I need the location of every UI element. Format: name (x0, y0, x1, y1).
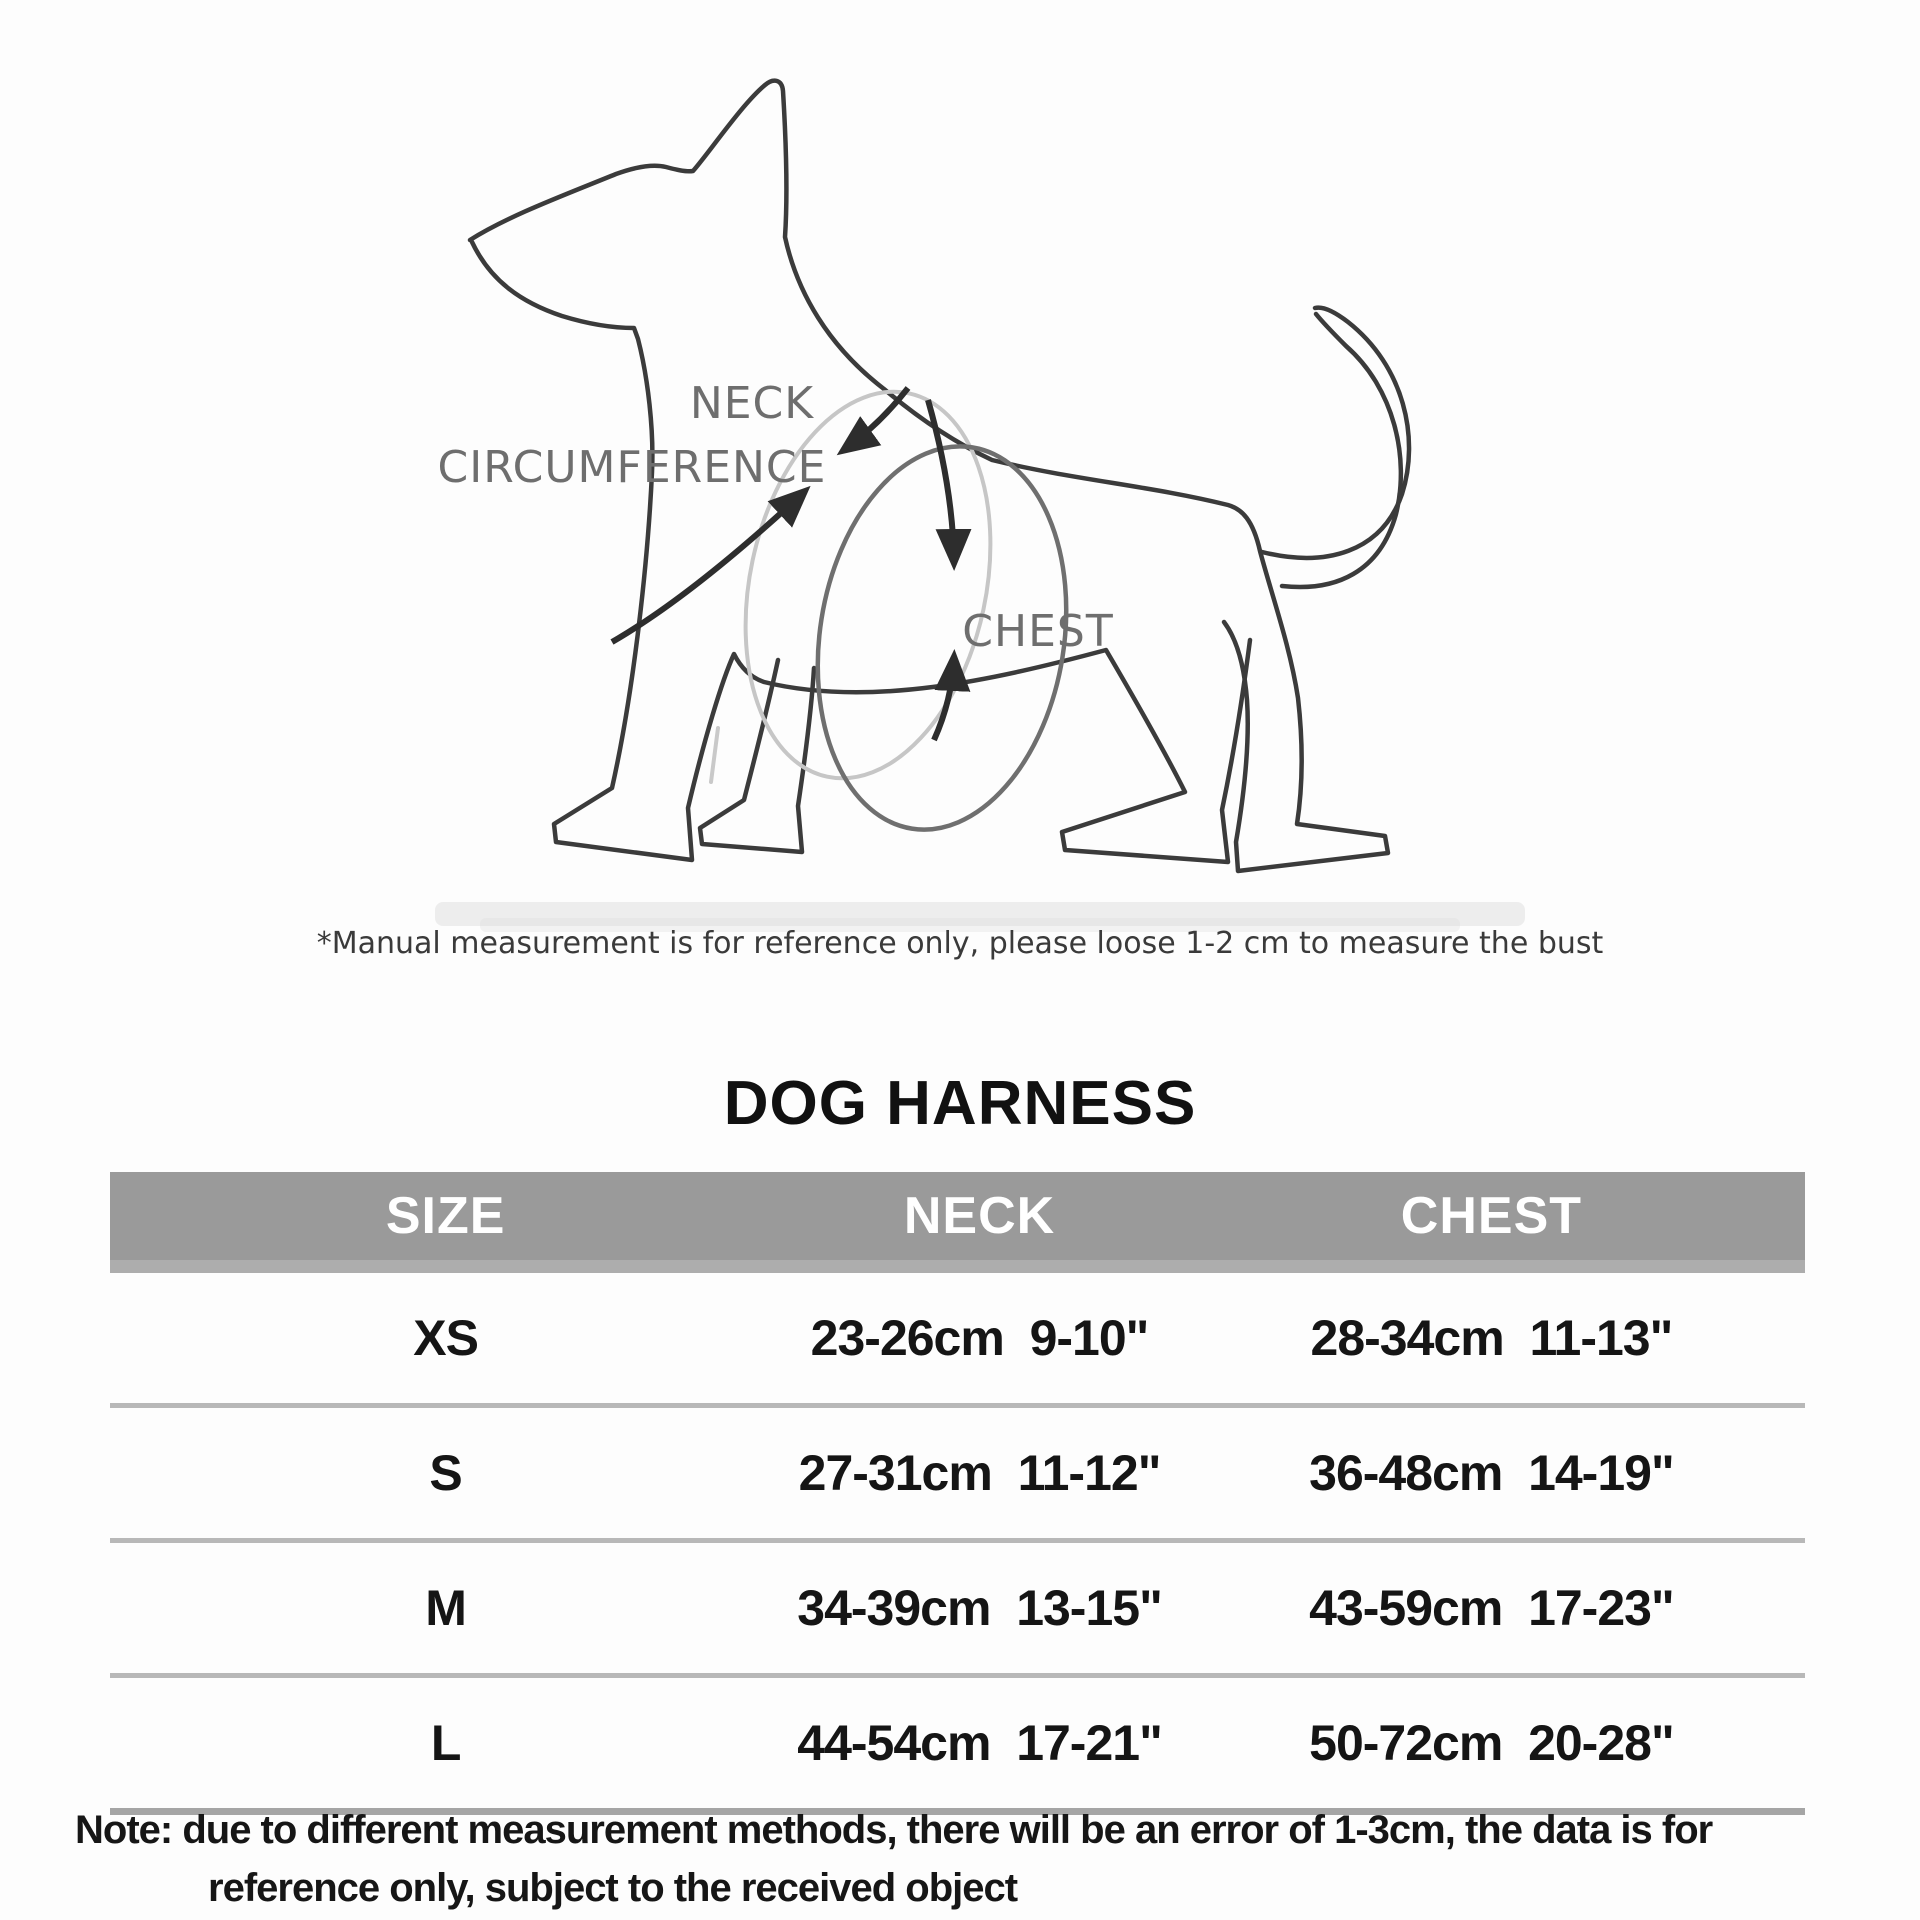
dog-tail-inner (1282, 314, 1401, 587)
size-cell: M (425, 1580, 466, 1636)
chest-cell: 28-34cm 11-13" (1310, 1310, 1673, 1366)
neck-label-line1: NECK (689, 378, 815, 429)
chest-arrow-up (934, 658, 954, 740)
neck-label-line2: CIRCUMFERENCE (437, 442, 827, 493)
neck-cell: 44-54cm 17-21" (797, 1715, 1162, 1771)
chart-title: DOG HARNESS (723, 1069, 1197, 1138)
column-header-chest: CHEST (1400, 1187, 1583, 1245)
dog-outline-bottom (472, 242, 1250, 862)
measurement-note: *Manual measurement is for reference only, please loose 1-2 cm to measure the bust (316, 926, 1604, 961)
neck-arrow-down (844, 388, 908, 450)
chest-cell: 43-59cm 17-23" (1309, 1580, 1674, 1636)
column-header-neck: NECK (903, 1187, 1056, 1245)
chest-label: CHEST (962, 606, 1114, 657)
size-cell: S (429, 1445, 462, 1501)
neck-cell: 27-31cm 11-12" (798, 1445, 1161, 1501)
table-row-s (110, 1403, 1805, 1538)
chest-cell: 36-48cm 14-19" (1309, 1445, 1674, 1501)
table-row-xs (110, 1273, 1805, 1403)
column-header-size: SIZE (385, 1187, 506, 1245)
dog-tail-outer (1262, 308, 1409, 558)
size-cell: XS (413, 1310, 478, 1366)
table-header-row (110, 1172, 1805, 1273)
size-table (110, 1172, 1805, 1815)
table-row-m (110, 1538, 1805, 1673)
bottom-note-line2: reference only, subject to the received object (208, 1866, 1018, 1910)
bottom-note-line1: Note: due to different measurement methods, there will be an error of 1-3cm, the data is for (75, 1808, 1713, 1852)
neck-cell: 34-39cm 13-15" (797, 1580, 1162, 1636)
table-row-l (110, 1673, 1805, 1808)
dog-measurement-diagram (350, 40, 1550, 990)
chest-arrow-down (928, 400, 954, 562)
chest-cell: 50-72cm 20-28" (1309, 1715, 1674, 1771)
leg-detail-line (711, 728, 718, 782)
size-cell: L (430, 1715, 461, 1771)
neck-cell: 23-26cm 9-10" (810, 1310, 1149, 1366)
